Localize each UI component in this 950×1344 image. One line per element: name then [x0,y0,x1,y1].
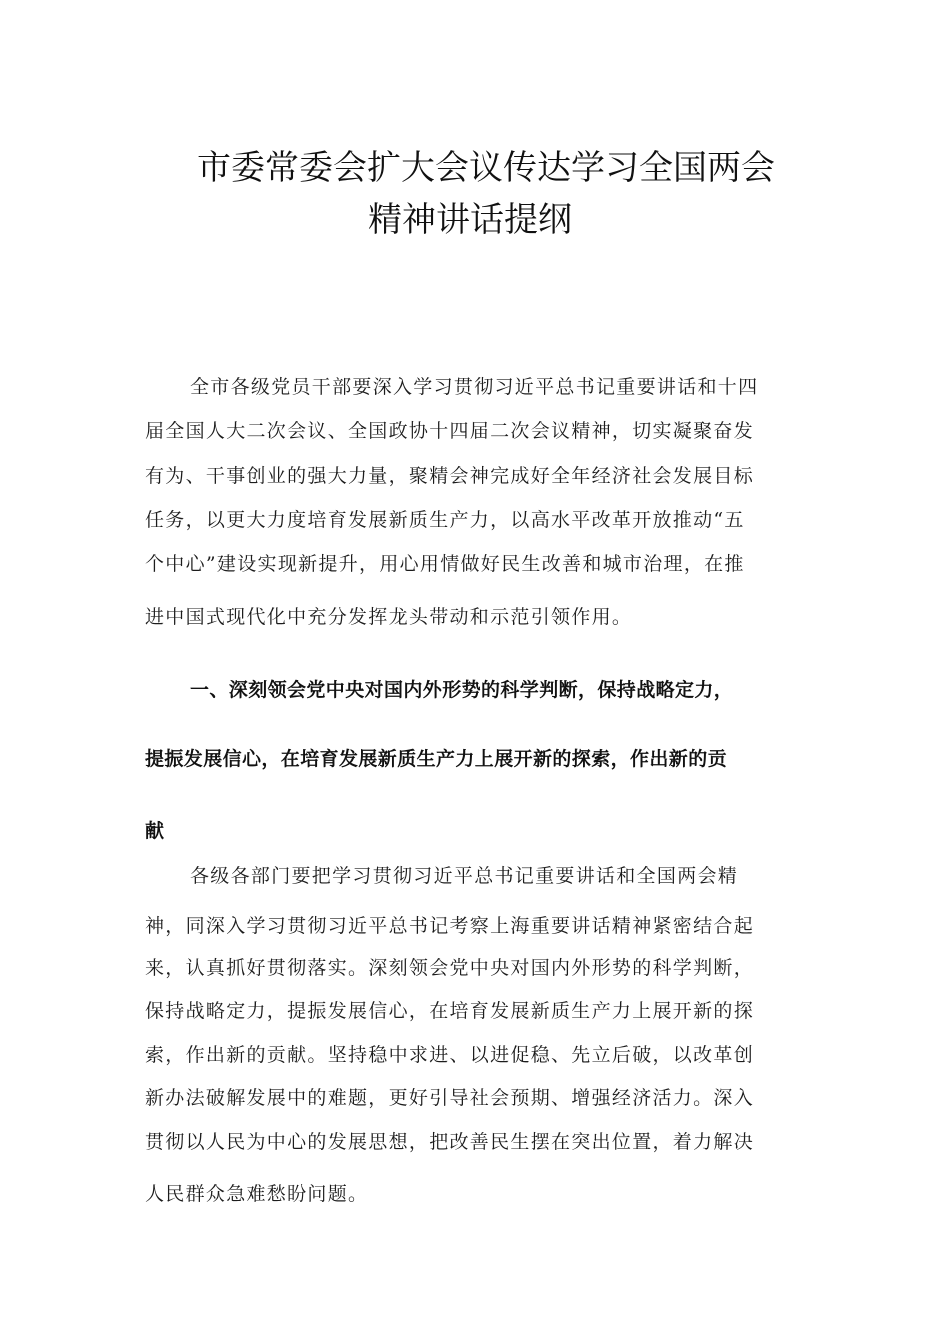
section-1-heading-line: 提振发展信心，在培育发展新质生产力上展开新的探索，作出新的贡 [145,748,728,770]
section-1-body-line: 新办法破解发展中的难题，更好引导社会预期、增强经济活力。深入 [145,1087,755,1109]
section-1-body-line: 保持战略定力，提振发展信心，在培育发展新质生产力上展开新的探 [145,1000,755,1022]
section-1-body-line: 人民群众急难愁盼问题。 [145,1183,369,1205]
section-1-body-line: 贯彻以人民为中心的发展思想，把改善民生摆在突出位置，着力解决 [145,1131,755,1153]
section-1-body-line: 来，认真抓好贯彻落实。深刻领会党中央对国内外形势的科学判断， [145,957,755,979]
intro-paragraph-line: 进中国式现代化中充分发挥龙头带动和示范引领作用。 [145,606,633,628]
section-1-body-line: 索，作出新的贡献。坚持稳中求进、以进促稳、先立后破，以改革创 [145,1044,755,1066]
intro-paragraph-line: 届全国人大二次会议、全国政协十四届二次会议精神，切实凝聚奋发 [145,420,755,442]
document-title-line-1: 市委常委会扩大会议传达学习全国两会 [197,148,775,188]
intro-paragraph-line: 任务，以更大力度培育发展新质生产力，以高水平改革开放推动“五 [145,509,745,531]
intro-paragraph-line: 个中心”建设实现新提升，用心用情做好民生改善和城市治理，在推 [145,553,745,575]
intro-paragraph-line: 有为、干事创业的强大力量，聚精会神完成好全年经济社会发展目标 [145,465,755,487]
section-1-heading-line: 一、深刻领会党中央对国内外形势的科学判断，保持战略定力， [190,679,734,701]
section-1-heading-line: 献 [145,820,165,842]
intro-paragraph-line: 全市各级党员干部要深入学习贯彻习近平总书记重要讲话和十四 [190,376,759,398]
document-title-line-2: 精神讲话提纲 [368,200,572,240]
section-1-body-line: 神，同深入学习贯彻习近平总书记考察上海重要讲话精神紧密结合起 [145,915,755,937]
section-1-body-line: 各级各部门要把学习贯彻习近平总书记重要讲话和全国两会精 [190,865,739,887]
